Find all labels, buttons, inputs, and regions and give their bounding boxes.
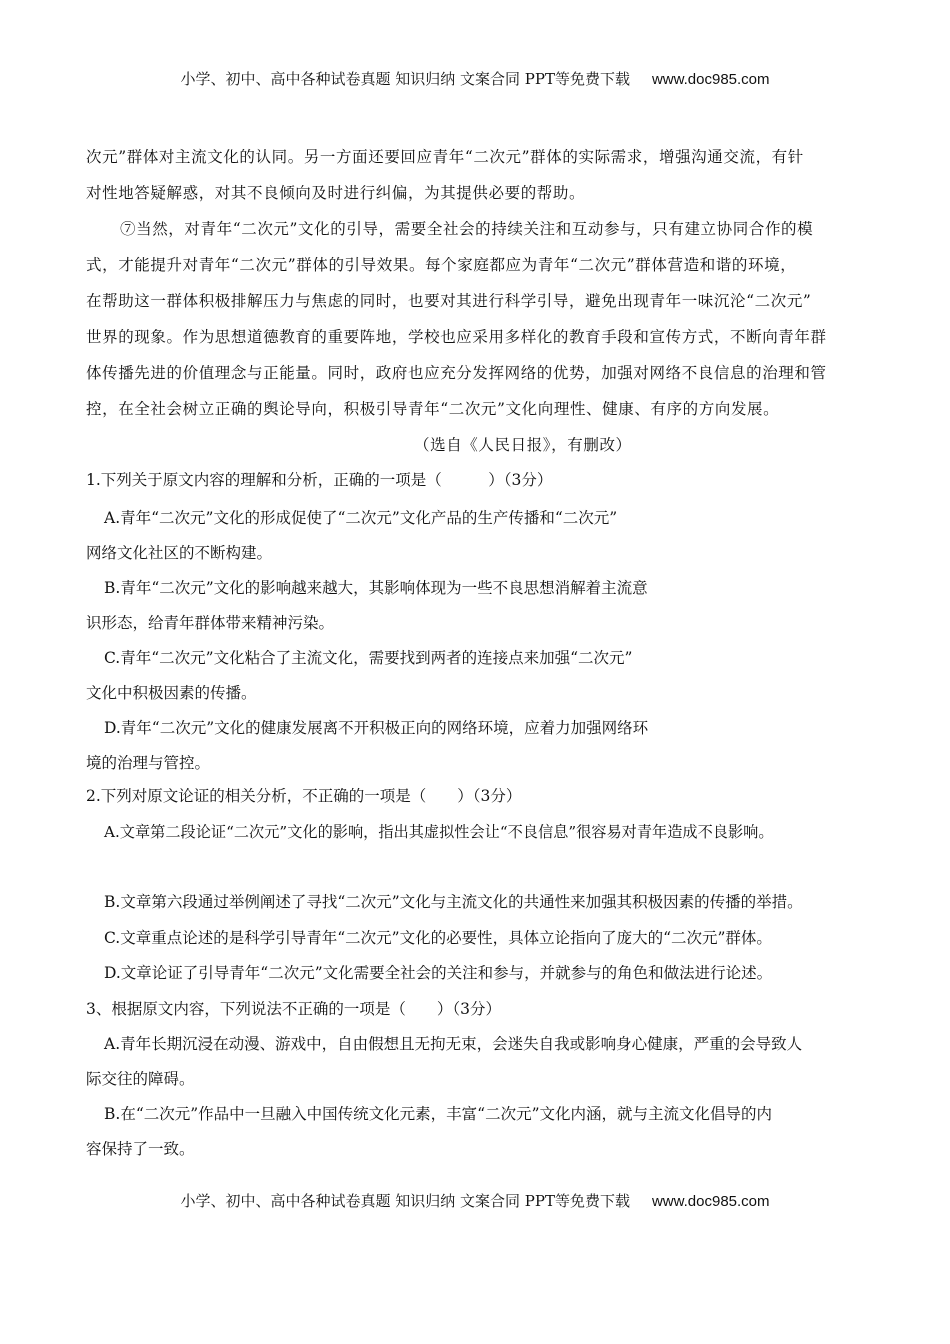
question-1-stem: 1.下列关于原文内容的理解和分析，正确的一项是（ ）（3分）	[86, 471, 553, 489]
footer-text: 小学、初中、高中各种试卷真题 知识归纳 文案合同 PPT等免费下载	[180, 1192, 630, 1210]
question-2-option-b: B.文章第六段通过举例阐述了寻找“二次元”文化与主流文化的共通性来加强其积极因素的传播的举措。	[104, 893, 803, 911]
question-2-option-d: D.文章论证了引导青年“二次元”文化需要全社会的关注和参与，并就参与的角色和做法进行论述。	[104, 964, 773, 982]
question-1-option-d-cont: 境的治理与管控。	[86, 754, 211, 772]
question-2-option-a: A.文章第二段论证“二次元”文化的影响，指出其虚拟性会让“不良信息”很容易对青年造成不良影响。	[104, 823, 774, 841]
passage-line: 世界的现象。作为思想道德教育的重要阵地，学校也应采用多样化的教育手段和宣传方式，不断向青年群	[86, 328, 827, 346]
passage-source: （选自《人民日报》，有删改）	[414, 436, 632, 454]
question-1-option-c: C.青年“二次元”文化粘合了主流文化，需要找到两者的连接点来加强“二次元”	[104, 649, 633, 667]
question-2-stem: 2.下列对原文论证的相关分析，不正确的一项是（ ）（3分）	[86, 787, 522, 805]
question-3-stem: 3、根据原文内容，下列说法不正确的一项是（ ）（3分）	[86, 1000, 501, 1018]
question-3-option-a: A.青年长期沉浸在动漫、游戏中，自由假想且无拘无束，会迷失自我或影响身心健康，严重的会导致人	[104, 1035, 803, 1053]
passage-line: ⑦当然，对青年“二次元”文化的引导，需要全社会的持续关注和互动参与，只有建立协同合作的模	[120, 220, 814, 238]
question-3-option-b-cont: 容保持了一致。	[86, 1140, 195, 1158]
passage-line: 体传播先进的价值理念与正能量。同时，政府也应充分发挥网络的优势，加强对网络不良信息的治理和管	[86, 364, 827, 382]
question-1-option-a: A.青年“二次元”文化的形成促使了“二次元”文化产品的生产传播和“二次元”	[104, 509, 618, 527]
passage-line: 式，才能提升对青年“二次元”群体的引导效果。每个家庭都应为青年“二次元”群体营造和谐的环境，	[86, 256, 797, 274]
question-3-option-b: B.在“二次元”作品中一旦融入中国传统文化元素，丰富“二次元”文化内涵，就与主流文化倡导的内	[104, 1105, 773, 1123]
question-3-option-a-cont: 际交往的障碍。	[86, 1070, 195, 1088]
question-1-option-b: B.青年“二次元”文化的影响越来越大，其影响体现为一些不良思想消解着主流意	[104, 579, 648, 597]
header-url[interactable]: www.doc985.com	[651, 71, 770, 88]
question-1-option-c-cont: 文化中积极因素的传播。	[86, 684, 257, 702]
passage-line: 次元”群体对主流文化的认同。另一方面还要回应青年“二次元”群体的实际需求，增强沟通交流，有针	[86, 148, 804, 166]
footer-url[interactable]: www.doc985.com	[651, 1193, 770, 1210]
passage-line: 在帮助这一群体积极排解压力与焦虑的同时，也要对其进行科学引导，避免出现青年一味沉沦“二次元”	[86, 292, 812, 310]
question-1-option-d: D.青年“二次元”文化的健康发展离不开积极正向的网络环境，应着力加强网络环	[104, 719, 649, 737]
question-1-option-a-cont: 网络文化社区的不断构建。	[86, 544, 273, 562]
question-1-option-b-cont: 识形态，给青年群体带来精神污染。	[86, 614, 335, 632]
header-text: 小学、初中、高中各种试卷真题 知识归纳 文案合同 PPT等免费下载	[180, 70, 630, 88]
question-2-option-c: C.文章重点论述的是科学引导青年“二次元”文化的必要性，具体立论指向了庞大的“二次元”群体。	[104, 929, 772, 947]
page-footer	[0, 1190, 950, 1211]
page-header	[0, 68, 950, 89]
passage-line: 控，在全社会树立正确的舆论导向，积极引导青年“二次元”文化向理性、健康、有序的方向发展。	[86, 400, 780, 418]
passage-line: 对性地答疑解惑，对其不良倾向及时进行纠偏，为其提供必要的帮助。	[86, 184, 586, 202]
